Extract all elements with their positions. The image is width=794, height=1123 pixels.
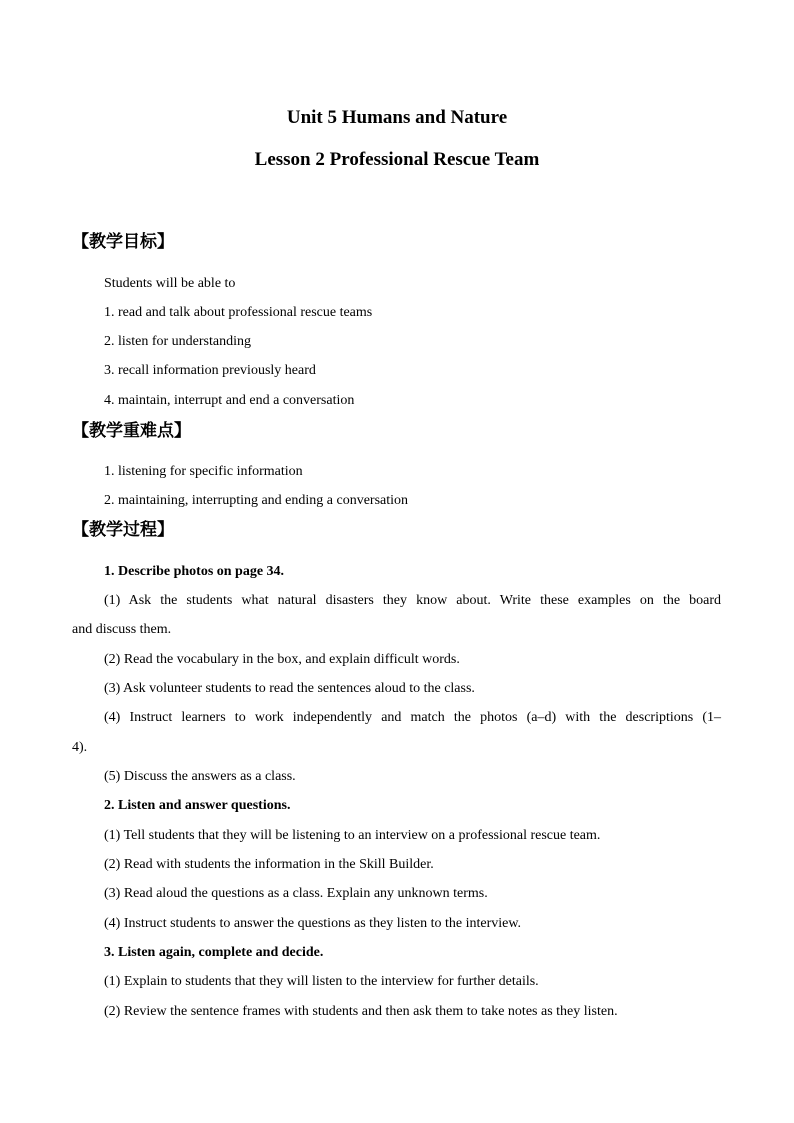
key-points-heading: 【教学重难点】 <box>72 421 191 441</box>
key-point-item: 2. maintaining, interrupting and ending a conversation <box>104 493 409 508</box>
objective-item: 2. listen for understanding <box>104 334 251 349</box>
step-1-item-5: (5) Discuss the answers as a class. <box>104 769 296 784</box>
step-2-item-1: (1) Tell students that they will be listening to an interview on a professional rescue team. <box>104 828 601 843</box>
step-2-item-3: (3) Read aloud the questions as a class. Explain any unknown terms. <box>104 886 488 901</box>
step-3-item-1: (1) Explain to students that they will listen to the interview for further details. <box>104 974 539 989</box>
step-3-title: 3. Listen again, complete and decide. <box>104 945 324 960</box>
step-2-title: 2. Listen and answer questions. <box>104 798 291 813</box>
step-1-title: 1. Describe photos on page 34. <box>104 564 285 579</box>
unit-title: Unit 5 Humans and Nature <box>286 107 508 128</box>
objective-item: 3. recall information previously heard <box>104 363 316 378</box>
objective-item: 4. maintain, interrupt and end a conversation <box>104 393 355 408</box>
objectives-heading: 【教学目标】 <box>72 232 174 252</box>
step-2-item-4: (4) Instruct students to answer the questions as they listen to the interview. <box>104 916 522 931</box>
lesson-title: Lesson 2 Professional Rescue Team <box>254 149 540 170</box>
step-1-item-2: (2) Read the vocabulary in the box, and explain difficult words. <box>104 652 460 667</box>
step-1-item-3: (3) Ask volunteer students to read the sentences aloud to the class. <box>104 681 475 696</box>
process-heading: 【教学过程】 <box>72 520 174 540</box>
step-1-item-1-continued: and discuss them. <box>72 622 172 637</box>
step-1-item-1: (1) Ask the students what natural disasters they know about. Write these examples on the board <box>104 593 721 608</box>
step-1-item-4-continued: 4). <box>72 740 88 755</box>
objective-item: 1. read and talk about professional rescue teams <box>104 305 373 320</box>
step-3-item-2: (2) Review the sentence frames with students and then ask them to take notes as they listen. <box>104 1004 618 1019</box>
key-point-item: 1. listening for specific information <box>104 464 303 479</box>
step-2-item-2: (2) Read with students the information in the Skill Builder. <box>104 857 434 872</box>
objectives-intro: Students will be able to <box>104 276 236 291</box>
step-1-item-4: (4) Instruct learners to work independently and match the photos (a–d) with the descriptions (1– <box>104 710 721 725</box>
